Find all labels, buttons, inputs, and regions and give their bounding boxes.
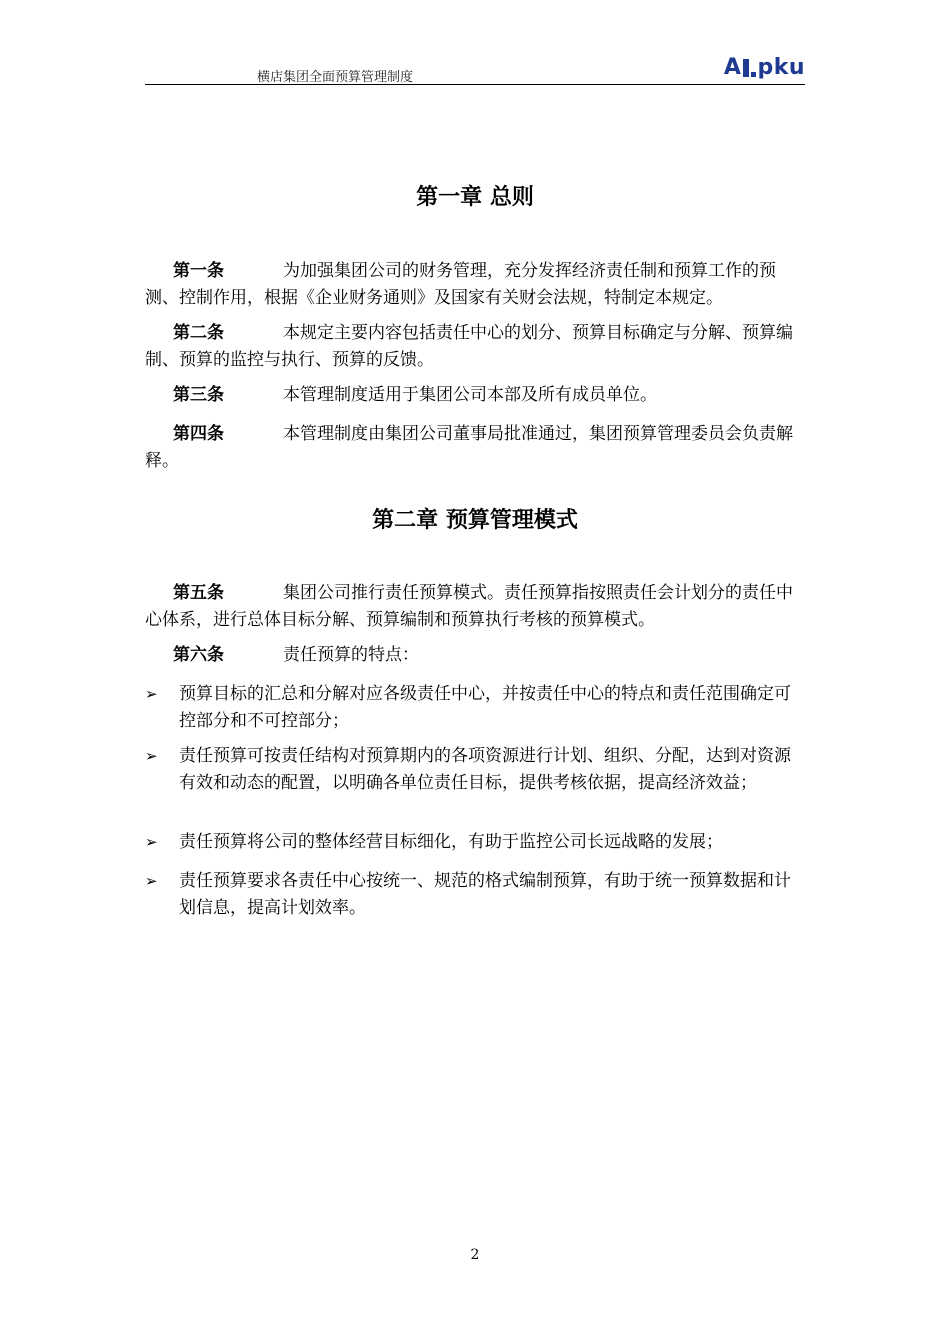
list-item	[145, 681, 805, 735]
article-label: 第三条	[173, 385, 224, 405]
article-paragraph	[145, 320, 805, 374]
article-label: 第五条	[173, 583, 224, 603]
company-logo	[724, 52, 805, 80]
article-label: 第二条	[173, 323, 224, 343]
chapter-title: 第二章 预算管理模式	[372, 508, 578, 533]
article-text: 集团公司推行责任预算模式。责任预算指按照责任会计划分的责任中心体系，进行总体目标分解、预算编制和预算执行考核的预算模式。	[145, 583, 793, 630]
arrowhead-right-icon: ➢	[145, 872, 158, 890]
article-text: 为加强集团公司的财务管理，充分发挥经济责任制和预算工作的预测、控制作用，根据《企业财务通则》及国家有关财会法规，特制定本规定。	[145, 261, 776, 308]
article-paragraph	[145, 642, 805, 669]
article-text: 本管理制度适用于集团公司本部及所有成员单位。	[283, 385, 657, 405]
list-item-text: 责任预算要求各责任中心按统一、规范的格式编制预算，有助于统一预算数据和计划信息，提高计划效率。	[179, 871, 791, 918]
article-text: 本管理制度由集团公司董事局批准通过，集团预算管理委员会负责解释。	[145, 424, 793, 471]
article-label: 第六条	[173, 645, 224, 665]
list-item-text: 责任预算可按责任结构对预算期内的各项资源进行计划、组织、分配，达到对资源有效和动态的配置，以明确各单位责任目标，提供考核依据，提高经济效益；	[179, 746, 791, 793]
logo-text-left: A	[723, 55, 742, 80]
article-paragraph	[145, 382, 805, 409]
list-item-text: 预算目标的汇总和分解对应各级责任中心，并按责任中心的特点和责任范围确定可控部分和不可控部分；	[179, 684, 791, 731]
logo-text-right: pku	[757, 55, 805, 80]
page-header	[145, 52, 805, 85]
logo-square	[751, 72, 756, 77]
list-item	[145, 868, 805, 922]
arrowhead-right-icon: ➢	[145, 833, 158, 851]
list-item-text: 责任预算将公司的整体经营目标细化，有助于监控公司长远战略的发展；	[179, 832, 723, 852]
article-paragraph	[145, 580, 805, 634]
logo-bar	[743, 59, 749, 77]
article-label: 第四条	[173, 424, 224, 444]
article-paragraph	[145, 421, 805, 475]
article-text: 责任预算的特点：	[283, 645, 419, 665]
article-paragraph	[145, 258, 805, 312]
list-item	[145, 829, 805, 856]
article-label: 第一条	[173, 261, 224, 281]
arrowhead-right-icon: ➢	[145, 747, 158, 765]
document-title: 横店集团全面预算管理制度	[257, 70, 414, 85]
arrowhead-right-icon: ➢	[145, 685, 158, 703]
chapter-title: 第一章 总则	[416, 185, 534, 210]
article-text: 本规定主要内容包括责任中心的划分、预算目标确定与分解、预算编制、预算的监控与执行、预算的反馈。	[145, 323, 793, 370]
list-item	[145, 743, 805, 797]
page-number: 2	[470, 1247, 480, 1263]
